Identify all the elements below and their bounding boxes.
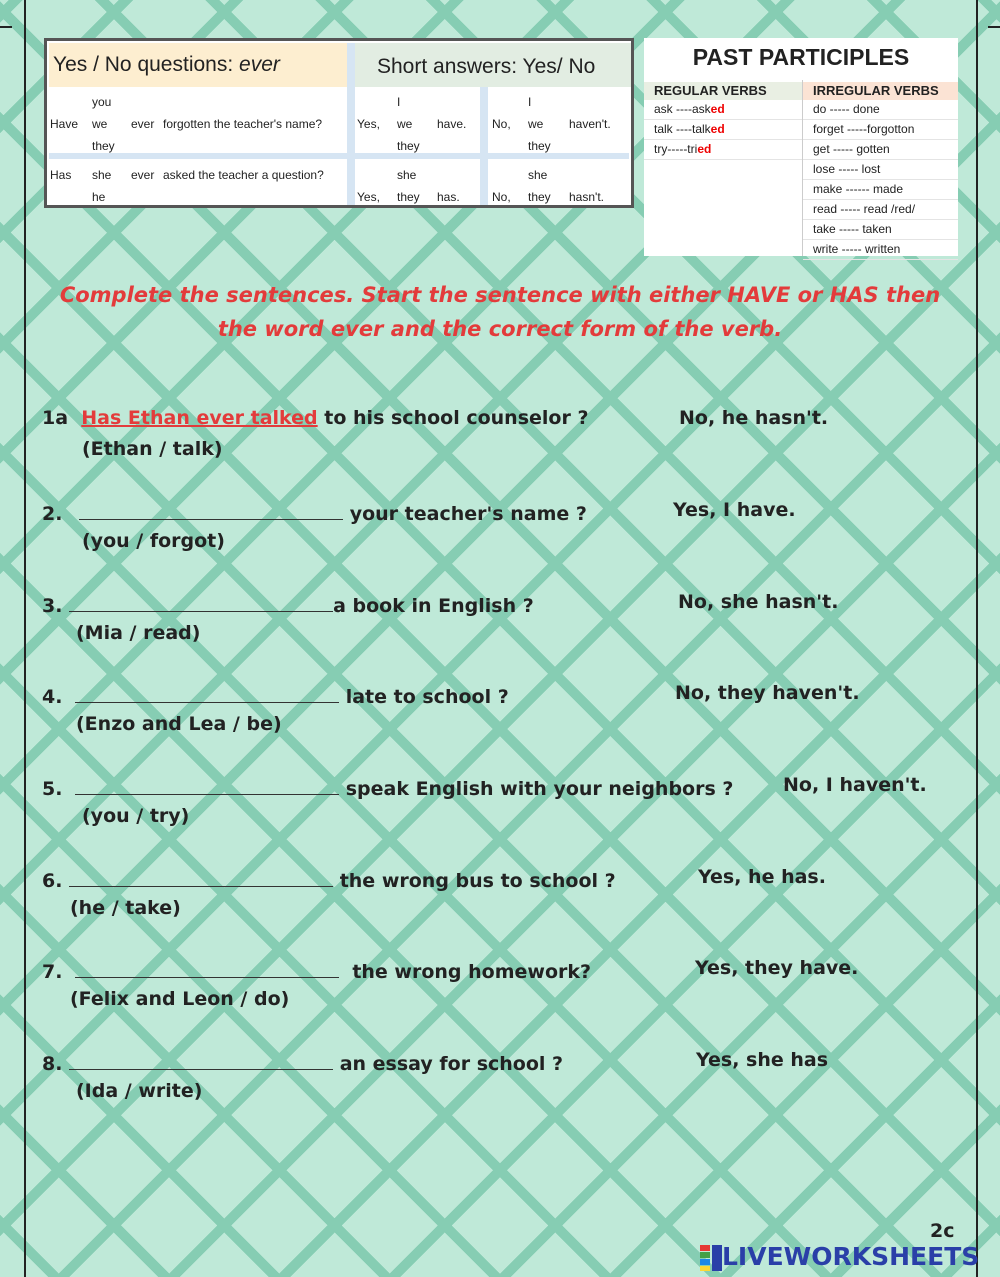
- short-answer: Yes, they have.: [695, 957, 859, 979]
- question-rest: late to school ?: [345, 686, 509, 708]
- short-answer: Yes, she has: [696, 1049, 829, 1071]
- no-word: No,: [492, 117, 511, 131]
- question-7: [42, 957, 591, 983]
- instructions: Complete the sentences. Start the sentence with either HAVE or HAS then the word ever and the correct form of the verb.: [59, 283, 941, 341]
- yes-word: Yes,: [357, 190, 380, 204]
- irregular-verb-row: lose ----- lost: [803, 160, 958, 180]
- answer-blank-input[interactable]: [75, 774, 339, 795]
- subject: we: [92, 117, 108, 131]
- past-participles-table: [644, 38, 958, 256]
- hint: (Enzo and Lea / be): [76, 713, 282, 735]
- subject: we: [397, 117, 413, 131]
- irregular-verb-row: read ----- read /red/: [803, 200, 958, 220]
- question-number: 1a: [42, 407, 69, 429]
- question-number: 8.: [42, 1053, 63, 1075]
- page-number: 2c: [930, 1220, 955, 1242]
- hint: (Ida / write): [76, 1080, 203, 1102]
- auxiliary: Have: [50, 117, 79, 131]
- irregular-verbs-header: IRREGULAR VERBS: [803, 82, 958, 100]
- question-3: [42, 591, 534, 617]
- grammar-table: [44, 38, 634, 208]
- question-4: [42, 682, 509, 708]
- aux-short: haven't.: [569, 117, 611, 131]
- crop-mark: [988, 26, 1000, 28]
- question-number: 2.: [42, 503, 63, 525]
- subject: I: [528, 95, 532, 109]
- question-rest: to his school counselor ?: [324, 407, 589, 429]
- question-rest: asked the teacher a question?: [163, 168, 324, 182]
- question-rest: your teacher's name ?: [349, 503, 587, 525]
- question-number: 5.: [42, 778, 63, 800]
- crop-mark: [0, 26, 12, 28]
- irregular-verbs-column: [803, 82, 958, 260]
- question-number: 4.: [42, 686, 63, 708]
- subject: I: [397, 95, 401, 109]
- answer-blank-input[interactable]: [75, 682, 339, 703]
- hint: (he / take): [70, 897, 181, 919]
- hint: (Ethan / talk): [82, 438, 223, 460]
- answer-blank-input[interactable]: [69, 591, 333, 612]
- liveworksheets-logo: [700, 1242, 979, 1271]
- short-answer: Yes, I have.: [673, 499, 796, 521]
- answer-blank-input[interactable]: [69, 1049, 333, 1070]
- short-answer: No, I haven't.: [783, 774, 927, 796]
- question-rest: a book in English ?: [333, 595, 534, 617]
- short-answer: No, he hasn't.: [679, 407, 829, 429]
- ever-word: ever: [131, 117, 155, 131]
- subject: we: [528, 117, 544, 131]
- hint: (Felix and Leon / do): [70, 988, 290, 1010]
- regular-verbs-column: [644, 82, 802, 160]
- aux-short: hasn't.: [569, 190, 604, 204]
- question-number: 3.: [42, 595, 63, 617]
- grammar-title-right: Short answers: Yes/ No: [377, 55, 596, 78]
- subject: they: [397, 139, 420, 153]
- question-6: [42, 866, 616, 892]
- short-answer: Yes, he has.: [698, 866, 826, 888]
- hint: (you / forgot): [82, 530, 225, 552]
- page-border-right: [976, 0, 978, 1277]
- irregular-verb-row: get ----- gotten: [803, 140, 958, 160]
- question-rest: the wrong homework?: [352, 961, 592, 983]
- regular-verbs-header: REGULAR VERBS: [644, 82, 802, 100]
- aux-short: has.: [437, 190, 460, 204]
- question-8: [42, 1049, 563, 1075]
- subject: she: [92, 168, 112, 182]
- subject: she: [528, 168, 548, 182]
- subject: they: [92, 139, 115, 153]
- no-word: No,: [492, 190, 511, 204]
- short-answer: No, they haven't.: [675, 682, 860, 704]
- subject: he: [92, 190, 106, 204]
- ever-word: ever: [131, 168, 155, 182]
- subject: you: [92, 95, 112, 109]
- answer-blank-input[interactable]: [75, 957, 339, 978]
- yes-word: Yes,: [357, 117, 380, 131]
- question-5: [42, 774, 733, 800]
- irregular-verb-row: make ------ made: [803, 180, 958, 200]
- question-number: 6.: [42, 870, 63, 892]
- aux-short: have.: [437, 117, 467, 131]
- hint: (you / try): [82, 805, 190, 827]
- question-1a: [42, 407, 588, 429]
- hint: (Mia / read): [76, 622, 201, 644]
- question-rest: an essay for school ?: [339, 1053, 564, 1075]
- page-border-left: [24, 0, 26, 1277]
- irregular-verb-row: do ----- done: [803, 100, 958, 120]
- regular-verb-row: ask ----asked: [644, 100, 802, 120]
- question-rest: forgotten the teacher's name?: [163, 117, 323, 131]
- question-rest: speak English with your neighbors ?: [345, 778, 734, 800]
- irregular-verb-row: forget -----forgotton: [803, 120, 958, 140]
- question-2: [42, 499, 587, 525]
- brand-name: LIVEWORKSHEETS: [722, 1242, 980, 1271]
- irregular-verb-row: write ----- written: [803, 240, 958, 260]
- regular-verb-row: talk ----talked: [644, 120, 802, 140]
- grammar-title-left: Yes / No questions: ever: [53, 53, 280, 76]
- subject: they: [528, 190, 551, 204]
- question-rest: the wrong bus to school ?: [339, 870, 616, 892]
- short-answer: No, she hasn't.: [678, 591, 839, 613]
- auxiliary: Has: [50, 168, 72, 182]
- question-number: 7.: [42, 961, 63, 983]
- answer-blank-input[interactable]: [69, 866, 333, 887]
- subject: they: [528, 139, 551, 153]
- filled-answer: Has Ethan ever talked: [81, 407, 318, 429]
- subject: she: [397, 168, 417, 182]
- irregular-verb-row: take ----- taken: [803, 220, 958, 240]
- answer-blank-input[interactable]: [79, 499, 343, 520]
- live-blocks-icon: [700, 1245, 722, 1271]
- past-participles-title: PAST PARTICIPLES: [692, 44, 910, 70]
- subject: they: [397, 190, 420, 204]
- regular-verb-row: try-----tried: [644, 140, 802, 160]
